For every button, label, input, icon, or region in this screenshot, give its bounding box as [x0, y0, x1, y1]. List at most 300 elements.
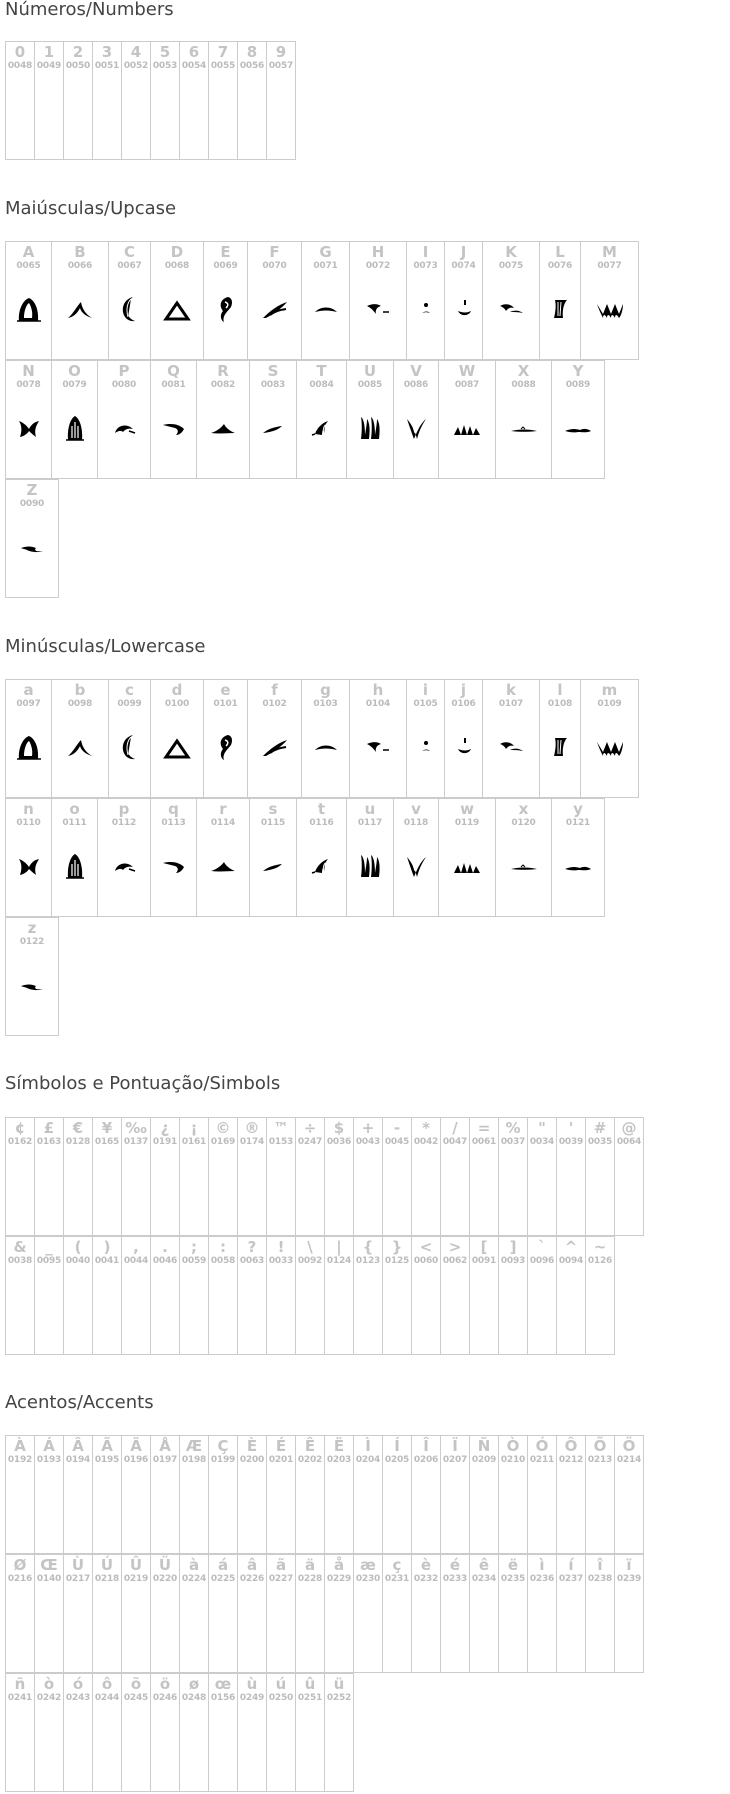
glyph-char: f — [271, 681, 278, 699]
glyph-code: 0229 — [326, 1574, 352, 1584]
glyph-code: 0093 — [500, 1256, 526, 1266]
glyph-cell — [108, 241, 151, 360]
glyph-cell — [63, 1117, 93, 1236]
glyph-cell — [5, 479, 59, 598]
glyph-cell — [556, 1435, 586, 1554]
glyph-cell — [301, 241, 350, 360]
glyph-cell — [63, 1554, 93, 1673]
glyph-cell — [150, 1435, 180, 1554]
glyph-code: 0060 — [413, 1256, 439, 1266]
glyph-code: 0049 — [36, 61, 62, 71]
glyph-cell — [411, 1236, 441, 1355]
glyph-code: 0118 — [403, 818, 429, 828]
glyph-preview-svg — [211, 732, 241, 762]
glyph-char: z — [27, 919, 37, 937]
glyph-code: 0162 — [7, 1137, 33, 1147]
glyph-cell — [121, 1117, 151, 1236]
glyph-code: 0074 — [451, 261, 476, 271]
glyph-code: 0245 — [123, 1693, 149, 1703]
glyph-preview-svg — [60, 413, 90, 443]
glyph-char: Ù — [71, 1556, 85, 1574]
glyph-char: £ — [43, 1119, 55, 1137]
glyph-code: 0250 — [268, 1693, 294, 1703]
glyph-code: 0086 — [403, 380, 429, 390]
glyph-cell — [179, 1435, 209, 1554]
glyph-cell — [196, 360, 250, 479]
glyph-preview — [14, 413, 44, 443]
glyph-preview — [355, 413, 385, 443]
glyph-code: 0089 — [565, 380, 591, 390]
glyph-code: 0117 — [357, 818, 383, 828]
glyph-char: X — [517, 362, 530, 380]
glyph-code: 0078 — [16, 380, 41, 390]
glyph-char: Ç — [217, 1437, 229, 1455]
glyph-char: 9 — [275, 43, 287, 61]
glyph-cell — [444, 679, 483, 798]
glyph-cell — [527, 1554, 557, 1673]
glyph-cell — [296, 798, 347, 917]
glyph-cell — [208, 1117, 238, 1236]
glyph-cell — [295, 1236, 325, 1355]
glyph-char: Y — [572, 362, 584, 380]
glyph-code: 0094 — [558, 1256, 584, 1266]
glyph-cell — [527, 1117, 557, 1236]
glyph-row — [5, 798, 605, 917]
glyph-cell — [150, 1117, 180, 1236]
glyph-char: ¡ — [190, 1119, 198, 1137]
glyph-char: 8 — [246, 43, 258, 61]
glyph-char: 0 — [14, 43, 26, 61]
glyph-char: Œ — [40, 1556, 58, 1574]
glyph-char: Ñ — [477, 1437, 491, 1455]
glyph-char: Ö — [622, 1437, 636, 1455]
glyph-cell — [150, 360, 197, 479]
glyph-code: 0235 — [500, 1574, 526, 1584]
glyph-preview — [595, 732, 625, 762]
glyph-char: % — [505, 1119, 521, 1137]
glyph-code: 0104 — [365, 699, 391, 709]
glyph-code: 0079 — [62, 380, 87, 390]
glyph-char: = — [477, 1119, 491, 1137]
glyph-char: " — [538, 1119, 546, 1137]
glyph-code: 0192 — [7, 1455, 33, 1465]
glyph-cell — [556, 1554, 586, 1673]
glyph-cell — [469, 1236, 499, 1355]
glyph-cell — [482, 679, 540, 798]
glyph-preview-svg — [311, 294, 341, 324]
glyph-char: € — [72, 1119, 84, 1137]
section-title-accents: Acentos/Accents — [5, 1392, 154, 1413]
glyph-row — [5, 241, 639, 360]
glyph-char: ` — [538, 1238, 546, 1256]
glyph-cell — [382, 1435, 412, 1554]
glyph-code: 0252 — [326, 1693, 352, 1703]
glyph-code: 0128 — [65, 1137, 91, 1147]
glyph-char: & — [13, 1238, 27, 1256]
glyph-char: Í — [394, 1437, 400, 1455]
glyph-preview — [162, 732, 192, 762]
glyph-code: 0062 — [442, 1256, 468, 1266]
glyph-preview-svg — [311, 732, 341, 762]
glyph-preview-svg — [307, 851, 337, 881]
glyph-code: 0124 — [326, 1256, 352, 1266]
glyph-char: g — [320, 681, 331, 699]
glyph-char: _ — [45, 1238, 53, 1256]
glyph-char: p — [118, 800, 130, 818]
glyph-char: # — [593, 1119, 607, 1137]
glyph-cell — [121, 41, 151, 160]
glyph-char: $ — [333, 1119, 345, 1137]
glyph-char: È — [246, 1437, 258, 1455]
glyph-cell — [150, 1554, 180, 1673]
glyph-code: 0230 — [355, 1574, 381, 1584]
glyph-code: 0233 — [442, 1574, 468, 1584]
glyph-preview — [159, 851, 189, 881]
glyph-cell — [382, 1236, 412, 1355]
glyph-cell — [247, 679, 302, 798]
glyph-row — [5, 1673, 354, 1792]
glyph-preview — [115, 732, 145, 762]
glyph-cell — [97, 360, 151, 479]
glyph-code: 0125 — [384, 1256, 410, 1266]
glyph-cell — [266, 1236, 296, 1355]
glyph-preview-svg — [109, 413, 139, 443]
glyph-preview — [307, 413, 337, 443]
glyph-code: 0241 — [7, 1693, 33, 1703]
glyph-preview-svg — [260, 732, 290, 762]
glyph-char: c — [125, 681, 134, 699]
glyph-code: 0102 — [262, 699, 287, 709]
glyph-char: Ä — [130, 1437, 142, 1455]
glyph-cell — [406, 241, 445, 360]
glyph-cell — [382, 1554, 412, 1673]
glyph-preview — [509, 413, 539, 443]
glyph-cell — [438, 360, 496, 479]
glyph-code: 0036 — [326, 1137, 352, 1147]
glyph-cell — [585, 1554, 615, 1673]
glyph-cell — [393, 798, 439, 917]
glyph-char: Ì — [365, 1437, 371, 1455]
glyph-preview-svg — [401, 413, 431, 443]
glyph-preview — [563, 413, 593, 443]
glyph-char: k — [506, 681, 516, 699]
glyph-code: 0225 — [210, 1574, 236, 1584]
glyph-code: 0044 — [123, 1256, 149, 1266]
glyph-cell — [237, 41, 267, 160]
glyph-preview-svg — [60, 851, 90, 881]
glyph-cell — [150, 1673, 180, 1792]
glyph-code: 0109 — [597, 699, 622, 709]
glyph-preview — [411, 294, 441, 324]
glyph-cell — [51, 360, 98, 479]
glyph-code: 0046 — [152, 1256, 178, 1266]
glyph-code: 0070 — [262, 261, 287, 271]
glyph-code: 0065 — [16, 261, 41, 271]
glyph-char: î — [597, 1556, 603, 1574]
glyph-cell — [346, 360, 394, 479]
glyph-code: 0107 — [498, 699, 524, 709]
glyph-char: 1 — [43, 43, 55, 61]
glyph-cell — [5, 917, 59, 1036]
glyph-code: 0103 — [313, 699, 338, 709]
glyph-preview-svg — [452, 851, 482, 881]
glyph-code: 0174 — [239, 1137, 265, 1147]
glyph-code: 0200 — [239, 1455, 265, 1465]
glyph-preview — [17, 970, 47, 1000]
glyph-char: , — [133, 1238, 139, 1256]
glyph-cell — [51, 679, 109, 798]
glyph-cell — [295, 1435, 325, 1554]
glyph-preview-svg — [496, 294, 526, 324]
glyph-char: Ú — [100, 1556, 114, 1574]
glyph-preview-svg — [14, 294, 44, 324]
glyph-preview — [208, 413, 238, 443]
glyph-cell — [440, 1236, 470, 1355]
glyph-char: E — [220, 243, 231, 261]
glyph-code: 0224 — [181, 1574, 207, 1584]
glyph-preview — [452, 851, 482, 881]
glyph-char: á — [217, 1556, 229, 1574]
glyph-cell — [179, 41, 209, 160]
glyph-char: a — [23, 681, 34, 699]
glyph-code: 0080 — [111, 380, 137, 390]
glyph-char: Õ — [593, 1437, 607, 1455]
glyph-char: Ø — [13, 1556, 27, 1574]
glyph-code: 0126 — [587, 1256, 613, 1266]
glyph-code: 0244 — [94, 1693, 120, 1703]
glyph-preview — [14, 851, 44, 881]
glyph-preview — [449, 732, 479, 762]
glyph-code: 0071 — [313, 261, 338, 271]
glyph-code: 0238 — [587, 1574, 613, 1584]
glyph-char: K — [505, 243, 517, 261]
glyph-preview — [452, 413, 482, 443]
glyph-cell — [34, 1435, 64, 1554]
glyph-code: 0194 — [65, 1455, 91, 1465]
glyph-cell — [440, 1435, 470, 1554]
glyph-char: © — [215, 1119, 231, 1137]
glyph-code: 0116 — [309, 818, 334, 828]
glyph-preview-svg — [545, 732, 575, 762]
glyph-cell — [444, 241, 483, 360]
glyph-code: 0217 — [65, 1574, 91, 1584]
glyph-code: 0055 — [210, 61, 236, 71]
glyph-char: N — [22, 362, 35, 380]
glyph-preview — [496, 732, 526, 762]
glyph-code: 0197 — [152, 1455, 178, 1465]
glyph-preview — [563, 851, 593, 881]
glyph-code: 0227 — [268, 1574, 294, 1584]
glyph-code: 0076 — [547, 261, 573, 271]
glyph-char: 2 — [72, 43, 84, 61]
glyph-code: 0045 — [384, 1137, 410, 1147]
glyph-cell — [92, 1236, 122, 1355]
glyph-char: I — [422, 243, 429, 261]
glyph-code: 0213 — [587, 1455, 613, 1465]
glyph-char: w — [460, 800, 474, 818]
glyph-cell — [551, 798, 605, 917]
glyph-char: r — [219, 800, 227, 818]
glyph-cell — [324, 1236, 354, 1355]
glyph-cell — [469, 1435, 499, 1554]
glyph-cell — [266, 1673, 296, 1792]
glyph-cell — [196, 798, 250, 917]
glyph-code: 0090 — [19, 499, 45, 509]
glyph-char: Ò — [506, 1437, 520, 1455]
glyph-cell — [349, 679, 407, 798]
glyph-char: í — [568, 1556, 574, 1574]
glyph-preview — [258, 413, 288, 443]
glyph-cell — [393, 360, 439, 479]
glyph-cell — [266, 41, 296, 160]
glyph-row — [5, 917, 59, 1036]
glyph-code: 0063 — [239, 1256, 265, 1266]
glyph-code: 0057 — [268, 61, 294, 71]
glyph-preview — [363, 732, 393, 762]
glyph-preview-svg — [17, 532, 47, 562]
glyph-char: Û — [129, 1556, 143, 1574]
glyph-preview-svg — [509, 851, 539, 881]
glyph-cell — [34, 41, 64, 160]
glyph-char: œ — [214, 1675, 232, 1693]
glyph-char: 6 — [188, 43, 200, 61]
glyph-code: 0234 — [471, 1574, 497, 1584]
glyph-char: 7 — [217, 43, 229, 61]
glyph-char: H — [371, 243, 385, 261]
glyph-char: Á — [43, 1437, 55, 1455]
glyph-preview — [363, 294, 393, 324]
glyph-char: - — [393, 1119, 401, 1137]
glyph-code: 0251 — [297, 1693, 323, 1703]
glyph-char: Ï — [452, 1437, 458, 1455]
glyph-char: D — [170, 243, 184, 261]
glyph-code: 0047 — [442, 1137, 468, 1147]
glyph-char: d — [171, 681, 183, 699]
glyph-cell — [208, 41, 238, 160]
glyph-preview-svg — [162, 294, 192, 324]
glyph-preview — [260, 732, 290, 762]
glyph-code: 0051 — [94, 61, 120, 71]
glyph-cell — [296, 360, 347, 479]
glyph-preview — [355, 851, 385, 881]
glyph-code: 0068 — [164, 261, 190, 271]
glyph-cell — [208, 1554, 238, 1673]
glyph-code: 0056 — [239, 61, 265, 71]
glyph-char: * — [422, 1119, 430, 1137]
glyph-preview-svg — [14, 413, 44, 443]
glyph-char: : — [220, 1238, 226, 1256]
glyph-code: 0228 — [297, 1574, 323, 1584]
glyph-row — [5, 679, 639, 798]
glyph-char: 5 — [159, 43, 171, 61]
glyph-code: 0034 — [529, 1137, 555, 1147]
glyph-code: 0226 — [239, 1574, 265, 1584]
glyph-code: 0095 — [36, 1256, 62, 1266]
glyph-preview-svg — [17, 970, 47, 1000]
glyph-char: V — [410, 362, 422, 380]
glyph-cell — [482, 241, 540, 360]
glyph-cell — [353, 1117, 383, 1236]
glyph-preview — [14, 294, 44, 324]
glyph-preview — [401, 851, 431, 881]
glyph-preview-svg — [545, 294, 575, 324]
glyph-cell — [208, 1673, 238, 1792]
glyph-code: 0206 — [413, 1455, 439, 1465]
glyph-cell — [92, 1673, 122, 1792]
glyph-preview-svg — [211, 294, 241, 324]
glyph-preview-svg — [509, 413, 539, 443]
glyph-cell — [63, 41, 93, 160]
glyph-char: t — [317, 800, 326, 818]
glyph-preview-svg — [208, 851, 238, 881]
glyph-code: 0083 — [260, 380, 286, 390]
glyph-preview-svg — [115, 294, 145, 324]
glyph-cell — [295, 1117, 325, 1236]
glyph-preview-svg — [65, 294, 95, 324]
glyph-code: 0232 — [413, 1574, 439, 1584]
glyph-cell — [97, 798, 151, 917]
glyph-cell — [179, 1236, 209, 1355]
glyph-cell — [179, 1117, 209, 1236]
glyph-char: } — [391, 1238, 403, 1256]
glyph-cell — [5, 360, 52, 479]
glyph-char: ) — [103, 1238, 111, 1256]
glyph-cell — [495, 360, 552, 479]
glyph-char: b — [74, 681, 86, 699]
glyph-code: 0073 — [413, 261, 438, 271]
glyph-row — [5, 1117, 644, 1236]
glyph-code: 0204 — [355, 1455, 381, 1465]
glyph-cell — [295, 1673, 325, 1792]
glyph-code: 0114 — [210, 818, 236, 828]
glyph-code: 0110 — [16, 818, 41, 828]
glyph-char: x — [518, 800, 529, 818]
glyph-char: T — [316, 362, 327, 380]
glyph-preview — [162, 294, 192, 324]
glyph-char: ñ — [14, 1675, 26, 1693]
glyph-char: < — [419, 1238, 433, 1256]
glyph-cell — [34, 1673, 64, 1792]
glyph-char: ? — [247, 1238, 257, 1256]
glyph-row — [5, 479, 59, 598]
glyph-code: 0199 — [210, 1455, 236, 1465]
glyph-code: 0082 — [210, 380, 236, 390]
glyph-preview — [211, 294, 241, 324]
glyph-code: 0243 — [65, 1693, 91, 1703]
glyph-preview — [60, 851, 90, 881]
glyph-code: 0246 — [152, 1693, 178, 1703]
glyph-cell — [34, 1554, 64, 1673]
glyph-code: 0163 — [36, 1137, 62, 1147]
glyph-cell — [469, 1554, 499, 1673]
glyph-cell — [585, 1117, 615, 1236]
glyph-cell — [346, 798, 394, 917]
glyph-preview — [311, 294, 341, 324]
glyph-code: 0101 — [213, 699, 238, 709]
glyph-preview — [159, 413, 189, 443]
glyph-cell — [150, 1236, 180, 1355]
glyph-char: Ë — [333, 1437, 345, 1455]
glyph-code: 0061 — [471, 1137, 497, 1147]
glyph-preview — [411, 732, 441, 762]
glyph-char: ç — [392, 1556, 402, 1574]
section-title-symbols: Símbolos e Pontuação/Simbols — [5, 1073, 281, 1094]
glyph-cell — [150, 41, 180, 160]
glyph-code: 0210 — [500, 1455, 526, 1465]
glyph-preview-svg — [355, 851, 385, 881]
glyph-code: 0216 — [7, 1574, 33, 1584]
glyph-char: ø — [188, 1675, 200, 1693]
